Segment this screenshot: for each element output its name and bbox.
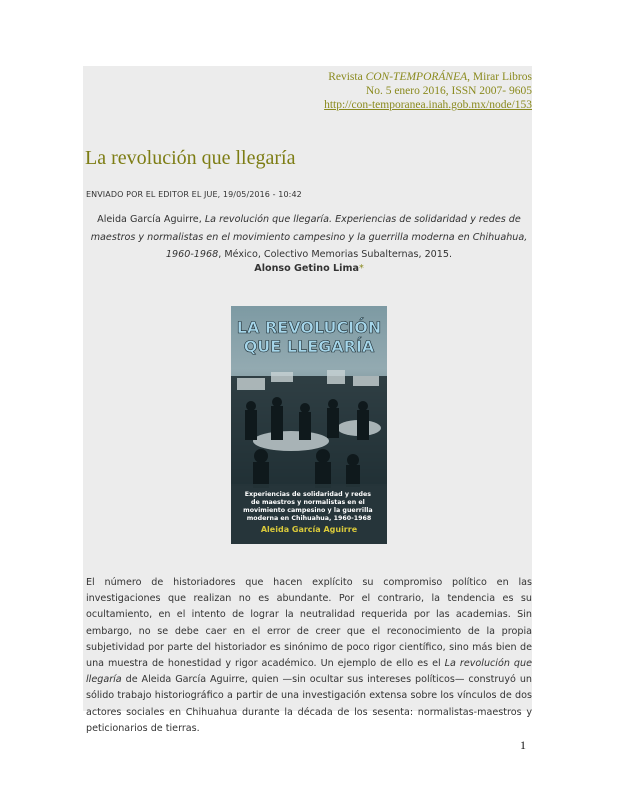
journal-line-1: Revista CON-TEMPORÁNEA, Mirar Libros bbox=[328, 71, 532, 83]
cover-subtitle: Experiencias de solidaridad y redes de maestros y normalistas en el movimiento campesino y la guerrilla moderna en Chihuahua, 1960-1968 bbox=[243, 491, 373, 522]
journal-line-2: No. 5 enero 2016, ISSN 2007- 9605 bbox=[365, 85, 532, 97]
body-paragraph: El número de historiadores que hacen explícito su compromiso político en las investigaciones que realizan no es abundante. Por el contrario, la tendencia es su ocultamiento, en el intento de lograr la neutralidad requerida por las academias. Sin embargo, no se debe caer en el error de creer que el reconocimiento de la propia subjetividad por parte del historiador es sinónimo de poco rigor científico, sino más bien de una muestra de honestidad y rigor académico. Un ejemplo de ello es el La revolución que llegaría de Aleida García Aguirre, quien —sin ocultar sus intereses políticos— construyó un sólido trabajo historiográfico a partir de una investigación extensa sobre los vínculos de dos actores sociales en Chihuahua durante la década de los sesenta: normalistas-maestros y peticionarios de tierras. bbox=[86, 577, 532, 734]
page-number: 1 bbox=[520, 738, 526, 752]
reviewer-name: Alonso Getino Lima* bbox=[254, 263, 364, 274]
book-cover-image bbox=[231, 306, 387, 544]
journal-url-link[interactable]: http://con-temporanea.inah.gob.mx/node/153 bbox=[324, 99, 532, 111]
post-meta: ENVIADO POR EL EDITOR EL JUE, 19/05/2016 - 10:42 bbox=[86, 190, 302, 199]
journal-header bbox=[232, 70, 532, 112]
book-citation: Aleida García Aguirre, La revolución que llegaría. Experiencias de solidaridad y redes de maestros y normalistas en el movimiento campesino y la guerrilla moderna en Chihuahua, 1960-1968, México, Colectivo Memorias Subalternas, 2015. bbox=[90, 214, 528, 260]
cover-title-line-2: QUE LLEGARÍA bbox=[243, 337, 375, 356]
article-title: La revolución que llegaría bbox=[85, 147, 296, 169]
journal-name: CON-TEMPORÁNEA bbox=[365, 71, 468, 83]
cover-title-line-1: LA REVOLUCIÓN bbox=[236, 318, 382, 337]
book-title-reference: La revolución que llegaría bbox=[86, 658, 532, 686]
cover-author: Aleida García Aguirre bbox=[260, 525, 358, 534]
book-title: La revolución que llegaría. Experiencias de solidaridad y redes de maestros y normalistas en el movimiento campesino y la guerrilla moderna en Chihuahua, 1960-1968 bbox=[90, 214, 528, 260]
footnote-marker[interactable]: * bbox=[358, 263, 364, 274]
